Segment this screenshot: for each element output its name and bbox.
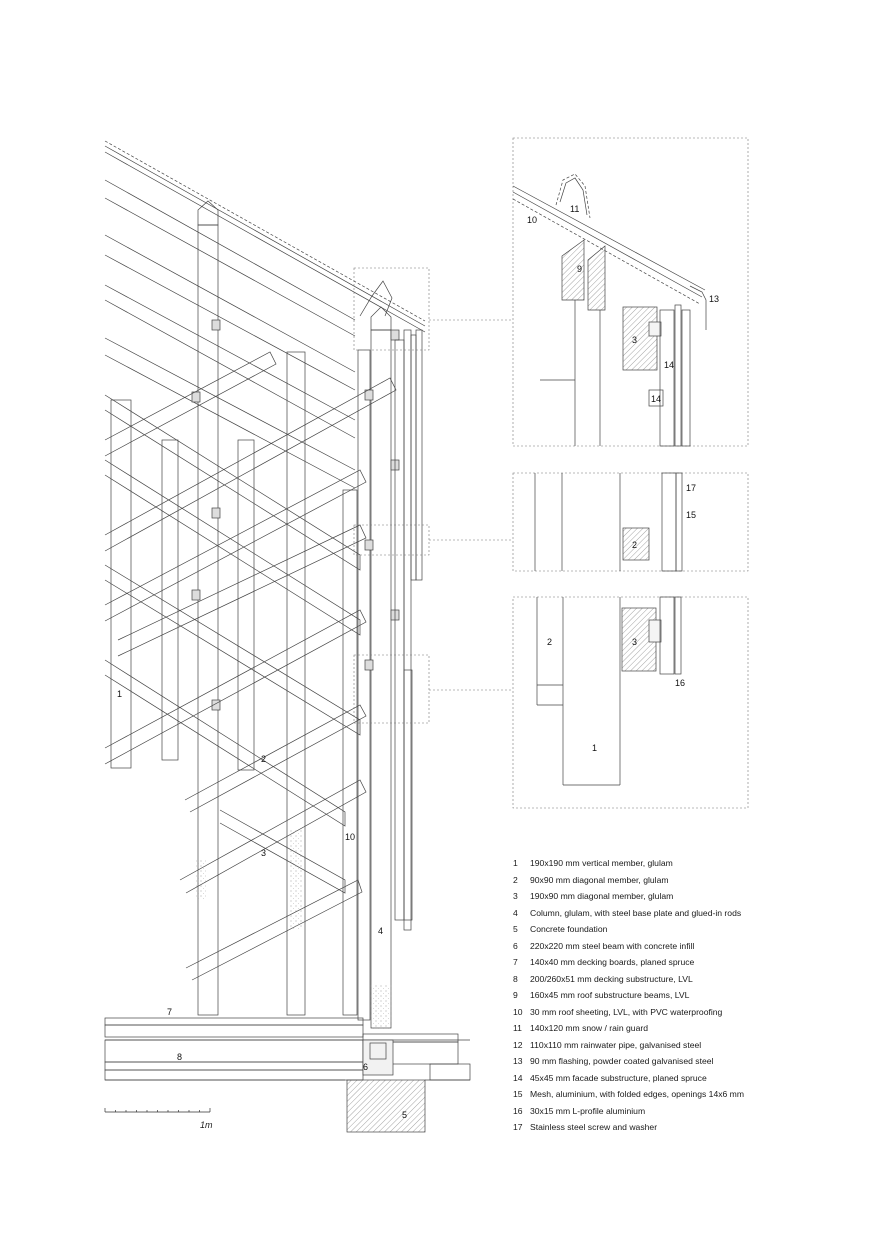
legend-item [513, 987, 853, 1004]
legend-number: 3 [513, 891, 518, 901]
legend-text: 220x220 mm steel beam with concrete infill [530, 940, 695, 951]
legend-item [513, 888, 853, 905]
legend-text: 90x90 mm diagonal member, glulam [530, 874, 669, 885]
scale-bar [105, 1108, 210, 1112]
legend-text: 140x120 mm snow / rain guard [530, 1023, 648, 1033]
legend [513, 855, 853, 1136]
legend-text: Mesh, aluminium, with folded edges, openings 14x6 mm [530, 1089, 745, 1099]
legend-item [513, 938, 853, 955]
detail-bottom-label-16: 16 [675, 678, 686, 688]
legend-number: 4 [513, 907, 518, 918]
legend-item [513, 1004, 853, 1021]
detail-top-label-3: 3 [632, 335, 638, 345]
legend-text: 190x190 mm vertical member, glulam [530, 858, 673, 868]
legend-text: 90 mm flashing, powder coated galvanised steel [530, 1056, 714, 1066]
legend-item [513, 921, 853, 938]
legend-text: 110x110 mm rainwater pipe, galvanised steel [530, 1039, 702, 1050]
main-label-10: 10 [345, 832, 356, 842]
legend-text: 30x15 mm L-profile aluminium [530, 1105, 646, 1116]
detail-bottom-label-1: 1 [592, 743, 598, 753]
legend-number: 17 [513, 1122, 523, 1132]
legend-item [513, 954, 853, 971]
legend-item [513, 1119, 853, 1136]
legend-number: 16 [513, 1105, 523, 1116]
detail-bottom-label-3: 3 [632, 637, 638, 647]
roof-lines [105, 141, 425, 488]
main-label-4: 4 [378, 926, 384, 936]
deck [105, 1018, 470, 1080]
legend-number: 15 [513, 1089, 523, 1099]
legend-text: Column, glulam, with steel base plate and glued-in rods [530, 907, 742, 918]
legend-text: 160x45 mm roof substructure beams, LVL [530, 990, 690, 1000]
legend-text: 200/260x51 mm decking substructure, LVL [530, 973, 693, 984]
detail-top-label-14b: 14 [651, 394, 662, 404]
main-structure [105, 141, 470, 1132]
legend-item [513, 1103, 853, 1120]
detail-bottom [513, 597, 748, 808]
legend-item [513, 872, 853, 889]
legend-number: 2 [513, 874, 518, 885]
legend-number: 6 [513, 940, 518, 951]
legend-item [513, 905, 853, 922]
legend-item [513, 1020, 853, 1037]
detail-top-label-13: 13 [709, 294, 720, 304]
legend-number: 11 [513, 1023, 522, 1033]
facade-panels [395, 330, 422, 930]
detail-middle [513, 473, 748, 571]
legend-item [513, 971, 853, 988]
detail-top-label-10: 10 [527, 215, 538, 225]
legend-number: 12 [513, 1039, 523, 1050]
callouts [354, 268, 513, 723]
detail-middle-label-15: 15 [686, 510, 697, 520]
legend-item [513, 1037, 853, 1054]
legend-item [513, 855, 853, 872]
legend-text: 30 mm roof sheeting, LVL, with PVC waterproofing [530, 1006, 723, 1017]
scale-bar-label: 1m [200, 1120, 213, 1130]
main-label-5: 5 [402, 1110, 408, 1120]
detail-top [513, 138, 748, 446]
legend-text: 190x90 mm diagonal member, glulam [530, 891, 674, 901]
detail-top-label-9: 9 [577, 264, 583, 274]
legend-number: 14 [513, 1072, 523, 1083]
legend-text: Concrete foundation [530, 924, 608, 934]
diagonal-members [105, 352, 396, 980]
legend-item [513, 1070, 853, 1087]
main-label-1: 1 [117, 689, 123, 699]
detail-middle-label-17: 17 [686, 483, 697, 493]
main-label-7: 7 [167, 1007, 173, 1017]
legend-text: 45x45 mm facade substructure, planed spruce [530, 1072, 707, 1083]
legend-number: 1 [513, 858, 518, 868]
legend-number: 8 [513, 973, 518, 984]
main-label-6: 6 [363, 1062, 369, 1072]
legend-number: 5 [513, 924, 518, 934]
main-label-8: 8 [177, 1052, 183, 1062]
legend-text: 140x40 mm decking boards, planed spruce [530, 957, 695, 967]
vertical-members [111, 225, 391, 1028]
detail-bottom-label-2: 2 [547, 637, 553, 647]
main-label-2: 2 [261, 754, 267, 764]
legend-item [513, 1086, 853, 1103]
legend-number: 13 [513, 1056, 523, 1066]
detail-top-label-11: 11 [570, 204, 580, 214]
detail-middle-label-2: 2 [632, 540, 638, 550]
legend-text: Stainless steel screw and washer [530, 1122, 658, 1132]
legend-number: 7 [513, 957, 518, 967]
legend-item [513, 1053, 853, 1070]
legend-number: 9 [513, 990, 518, 1000]
main-label-3: 3 [261, 848, 267, 858]
legend-number: 10 [513, 1006, 523, 1017]
detail-top-label-14a: 14 [664, 360, 675, 370]
foundation [347, 1080, 425, 1132]
